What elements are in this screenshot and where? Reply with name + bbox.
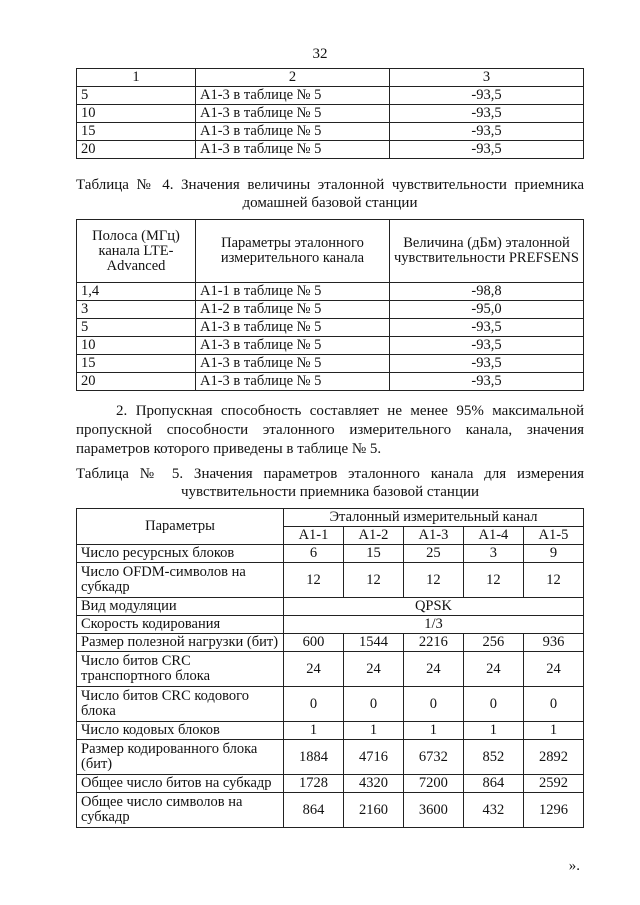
table-cell: 0: [523, 687, 583, 722]
table-cell: 2892: [523, 740, 583, 775]
table-cell: 1: [284, 722, 344, 740]
table-cell: 864: [463, 775, 523, 793]
table4-caption-line: Таблица № 4. Значения величины эталонной чувствительности приемника: [76, 177, 584, 193]
table-cell: 9: [523, 545, 583, 563]
table-cell: 1296: [523, 793, 583, 828]
table-cell: 3: [463, 545, 523, 563]
table4: [76, 219, 584, 391]
table-cell: 852: [463, 740, 523, 775]
table-cell: 0: [463, 687, 523, 722]
table-cell: 0: [284, 687, 344, 722]
table-header-cell: 3: [390, 69, 584, 87]
body-paragraph: [76, 402, 584, 459]
table-header-cell: Величина (дБм) эталонной чувствительности PREFSENS: [390, 220, 584, 283]
table-row: [77, 337, 584, 355]
table-cell: 10: [77, 105, 196, 123]
table-cell: 0: [343, 687, 403, 722]
continued-table: [76, 68, 584, 159]
table-cell: -93,5: [390, 319, 584, 337]
table-row: [77, 123, 584, 141]
table-cell: 2160: [343, 793, 403, 828]
closing-quote-mark: ».: [568, 858, 580, 874]
table-row: [77, 722, 584, 740]
table-cell: 1: [523, 722, 583, 740]
table-row: [77, 775, 584, 793]
table-cell: 5: [77, 87, 196, 105]
paragraph-line: 2. Пропускная способность составляет не менее 95% максимальной: [116, 403, 584, 419]
table-row: [77, 283, 584, 301]
table-row: [77, 634, 584, 652]
table-cell: 2216: [403, 634, 463, 652]
table5-caption-line: Таблица № 5. Значения параметров эталонного канала для измерения: [76, 466, 584, 482]
table-cell: 1,4: [77, 283, 196, 301]
table-cell: А1-3 в таблице № 5: [196, 123, 390, 141]
page-number: 32: [312, 46, 328, 62]
row-label: Вид модуляции: [77, 598, 284, 616]
row-label: Число кодовых блоков: [77, 722, 284, 740]
table-cell: 6732: [403, 740, 463, 775]
table-cell: А1-3 в таблице № 5: [196, 141, 390, 159]
table-cell: А1-3 в таблице № 5: [196, 105, 390, 123]
channel-header-cell: А1-3: [403, 527, 463, 545]
table-row: [77, 373, 584, 391]
table-cell: 1884: [284, 740, 344, 775]
table4-caption: [76, 176, 584, 212]
table-cell: 12: [284, 563, 344, 598]
row-label: Размер полезной нагрузки (бит): [77, 634, 284, 652]
table-cell: 24: [523, 652, 583, 687]
table-cell: 24: [284, 652, 344, 687]
table-header-cell: Параметры: [77, 509, 284, 545]
table-row: [77, 687, 584, 722]
table-cell: 256: [463, 634, 523, 652]
table-cell: 864: [284, 793, 344, 828]
table-cell: 24: [463, 652, 523, 687]
table-header-cell: 1: [77, 69, 196, 87]
table-row: [77, 598, 584, 616]
table-cell: -93,5: [390, 373, 584, 391]
table-cell: 12: [463, 563, 523, 598]
table-cell: -93,5: [390, 141, 584, 159]
table-cell: А1-3 в таблице № 5: [196, 87, 390, 105]
table-cell: -98,8: [390, 283, 584, 301]
channel-header-cell: А1-4: [463, 527, 523, 545]
table-cell: 4320: [343, 775, 403, 793]
table-cell-merged: 1/3: [284, 616, 584, 634]
table-cell-merged: QPSK: [284, 598, 584, 616]
channel-header-cell: А1-1: [284, 527, 344, 545]
table-cell: 0: [403, 687, 463, 722]
table4-caption-line: домашней базовой станции: [242, 195, 418, 211]
table-cell: А1-1 в таблице № 5: [196, 283, 390, 301]
table-row: [77, 793, 584, 828]
table-row: [77, 105, 584, 123]
table-cell: А1-3 в таблице № 5: [196, 355, 390, 373]
row-label: Размер кодированного блока (бит): [77, 740, 284, 775]
table-cell: 1: [463, 722, 523, 740]
row-label: Скорость кодирования: [77, 616, 284, 634]
table-cell: А1-3 в таблице № 5: [196, 373, 390, 391]
table-header-cell: 2: [196, 69, 390, 87]
table-cell: 25: [403, 545, 463, 563]
table-cell: 24: [403, 652, 463, 687]
table5-caption-line: чувствительности приемника базовой станции: [180, 484, 480, 500]
paragraph-line: пропускной способности эталонного измерительного канала, значения: [76, 422, 584, 438]
table-cell: -93,5: [390, 105, 584, 123]
table-cell: А1-2 в таблице № 5: [196, 301, 390, 319]
table-cell: 15: [343, 545, 403, 563]
table-cell: 20: [77, 373, 196, 391]
table-cell: 15: [77, 123, 196, 141]
table-cell: 1: [343, 722, 403, 740]
table-cell: 12: [403, 563, 463, 598]
table-cell: 600: [284, 634, 344, 652]
table-header-row: [77, 509, 584, 527]
table-cell: 2592: [523, 775, 583, 793]
table-row: [77, 616, 584, 634]
table-cell: 15: [77, 355, 196, 373]
table-cell: -93,5: [390, 87, 584, 105]
table-cell: 1728: [284, 775, 344, 793]
row-label: Общее число символов на субкадр: [77, 793, 284, 828]
table-cell: -93,5: [390, 337, 584, 355]
table-cell: 5: [77, 319, 196, 337]
row-label: Число OFDM-символов на субкадр: [77, 563, 284, 598]
row-label: Число битов CRC кодового блока: [77, 687, 284, 722]
table-row: [77, 141, 584, 159]
table-header-cell: Эталонный измерительный канал: [284, 509, 584, 527]
row-label: Общее число битов на субкадр: [77, 775, 284, 793]
table-cell: 6: [284, 545, 344, 563]
table5: [76, 508, 584, 828]
table-row: [77, 545, 584, 563]
table5-caption: [76, 465, 584, 501]
table-cell: 12: [523, 563, 583, 598]
table-row: [77, 740, 584, 775]
channel-header-cell: А1-2: [343, 527, 403, 545]
table-row: [77, 301, 584, 319]
table-row: [77, 563, 584, 598]
table-cell: 3: [77, 301, 196, 319]
channel-header-cell: А1-5: [523, 527, 583, 545]
table-header-row: [77, 220, 584, 283]
table-cell: -93,5: [390, 123, 584, 141]
table-cell: 4716: [343, 740, 403, 775]
table-cell: -93,5: [390, 355, 584, 373]
table-header-cell: Параметры эталонного измерительного канала: [196, 220, 390, 283]
table-row: [77, 652, 584, 687]
table-cell: 7200: [403, 775, 463, 793]
table-cell: 936: [523, 634, 583, 652]
table-row: [77, 87, 584, 105]
row-label: Число битов CRC транспортного блока: [77, 652, 284, 687]
paragraph-line: параметров которого приведены в таблице № 5.: [76, 441, 382, 457]
table-cell: А1-3 в таблице № 5: [196, 319, 390, 337]
table-row: [77, 319, 584, 337]
row-label: Число ресурсных блоков: [77, 545, 284, 563]
table-cell: 1544: [343, 634, 403, 652]
table-cell: 24: [343, 652, 403, 687]
table-cell: 12: [343, 563, 403, 598]
table-cell: А1-3 в таблице № 5: [196, 337, 390, 355]
table-cell: 1: [403, 722, 463, 740]
table-cell: 10: [77, 337, 196, 355]
table-header-row: [77, 69, 584, 87]
table-row: [77, 355, 584, 373]
table-cell: 432: [463, 793, 523, 828]
table-header-cell: Полоса (МГц) канала LTE-Advanced: [77, 220, 196, 283]
table-cell: 20: [77, 141, 196, 159]
table-cell: -95,0: [390, 301, 584, 319]
table-cell: 3600: [403, 793, 463, 828]
